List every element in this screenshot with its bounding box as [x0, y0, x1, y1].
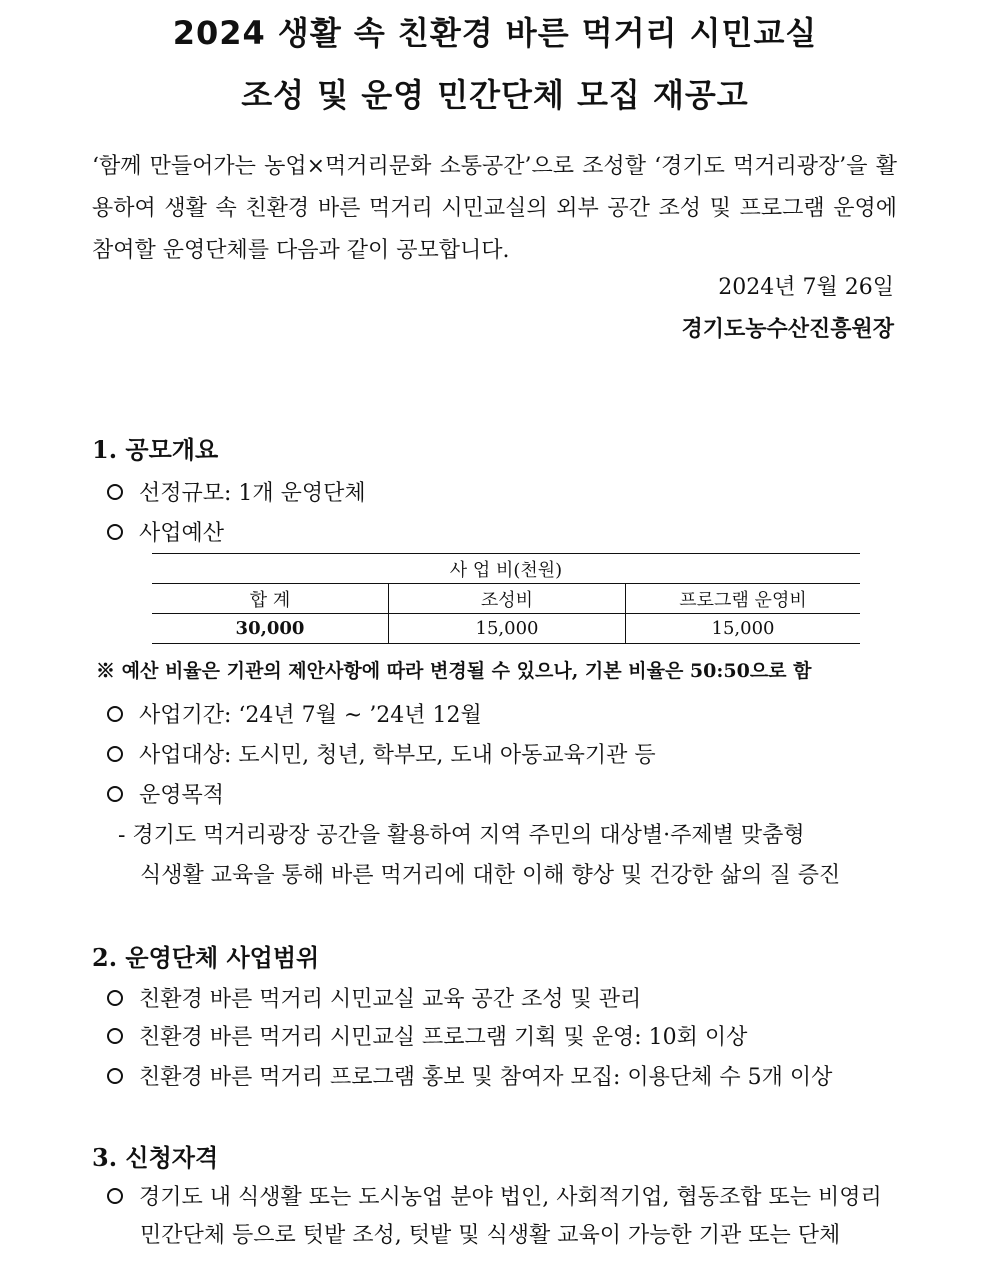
- circle-bullet-icon: [107, 524, 123, 540]
- value-program: 15,000: [626, 614, 861, 644]
- eligibility-line2: 민간단체 등으로 텃밭 조성, 텃밭 및 식생활 교육이 가능한 기관 또는 단체: [140, 1223, 841, 1248]
- list-item: 친환경 바른 먹거리 프로그램 홍보 및 참여자 모집: 이용단체 수 5개 이상: [107, 1060, 897, 1091]
- page-subtitle: 조성 및 운영 민간단체 모집 재공고: [241, 76, 749, 114]
- circle-bullet-icon: [107, 1188, 123, 1204]
- circle-bullet-icon: [107, 1068, 123, 1084]
- page-title: 2024 생활 속 친환경 바른 먹거리 시민교실: [172, 14, 818, 52]
- budget-table: [152, 553, 860, 644]
- selection-scale-item: 선정규모: 1개 운영단체: [107, 476, 897, 507]
- list-item: 친환경 바른 먹거리 시민교실 프로그램 기획 및 운영: 10회 이상: [107, 1020, 897, 1051]
- target-item: 사업대상: 도시민, 청년, 학부모, 도내 아동교육기관 등: [107, 738, 897, 769]
- announcement-date: 2024년 7월 26일: [718, 275, 894, 300]
- table-header-row: [152, 554, 860, 584]
- section3-heading: 3. 신청자격: [92, 1143, 219, 1172]
- circle-bullet-icon: [107, 484, 123, 500]
- column-construction: 조성비: [389, 584, 626, 614]
- circle-bullet-icon: [107, 990, 123, 1006]
- budget-table-header: 사 업 비(천원): [152, 554, 860, 584]
- column-program: 프로그램 운영비: [626, 584, 861, 614]
- circle-bullet-icon: [107, 786, 123, 802]
- budget-item: 사업예산: [107, 516, 897, 547]
- column-total: 합 계: [152, 584, 389, 614]
- intro-paragraph: ‘함께 만들어가는 농업×먹거리문화 소통공간’으로 조성할 ‘경기도 먹거리광장’을 활용하여 생활 속 친환경 바른 먹거리 시민교실의 외부 공간 조성 및 프로그램 운영에 참여할 운영단체를 다음과 같이 공모합니다.: [92, 154, 897, 263]
- circle-bullet-icon: [107, 746, 123, 762]
- section1-heading: 1. 공모개요: [92, 435, 219, 464]
- period-item: 사업기간: ‘24년 7월 ~ ’24년 12월: [107, 698, 897, 729]
- purpose-line1: - 경기도 먹거리광장 공간을 활용하여 지역 주민의 대상별·주제별 맞춤형: [118, 823, 805, 848]
- value-total: 30,000: [152, 614, 389, 644]
- purpose-item: 운영목적: [107, 778, 897, 809]
- circle-bullet-icon: [107, 706, 123, 722]
- table-column-row: [152, 584, 860, 614]
- issuing-organization: 경기도농수산진흥원장: [681, 316, 894, 342]
- budget-note: ※ 예산 비율은 기관의 제안사항에 따라 변경될 수 있으나, 기본 비율은 50:50으로 함: [96, 660, 812, 682]
- eligibility-item: 경기도 내 식생활 또는 도시농업 분야 법인, 사회적기업, 협동조합 또는 비영리: [107, 1180, 897, 1211]
- list-item: 친환경 바른 먹거리 시민교실 교육 공간 조성 및 관리: [107, 982, 897, 1013]
- value-construction: 15,000: [389, 614, 626, 644]
- section2-heading: 2. 운영단체 사업범위: [92, 943, 320, 972]
- table-value-row: [152, 614, 860, 644]
- circle-bullet-icon: [107, 1028, 123, 1044]
- purpose-line2: 식생활 교육을 통해 바른 먹거리에 대한 이해 향상 및 건강한 삶의 질 증진: [140, 863, 841, 888]
